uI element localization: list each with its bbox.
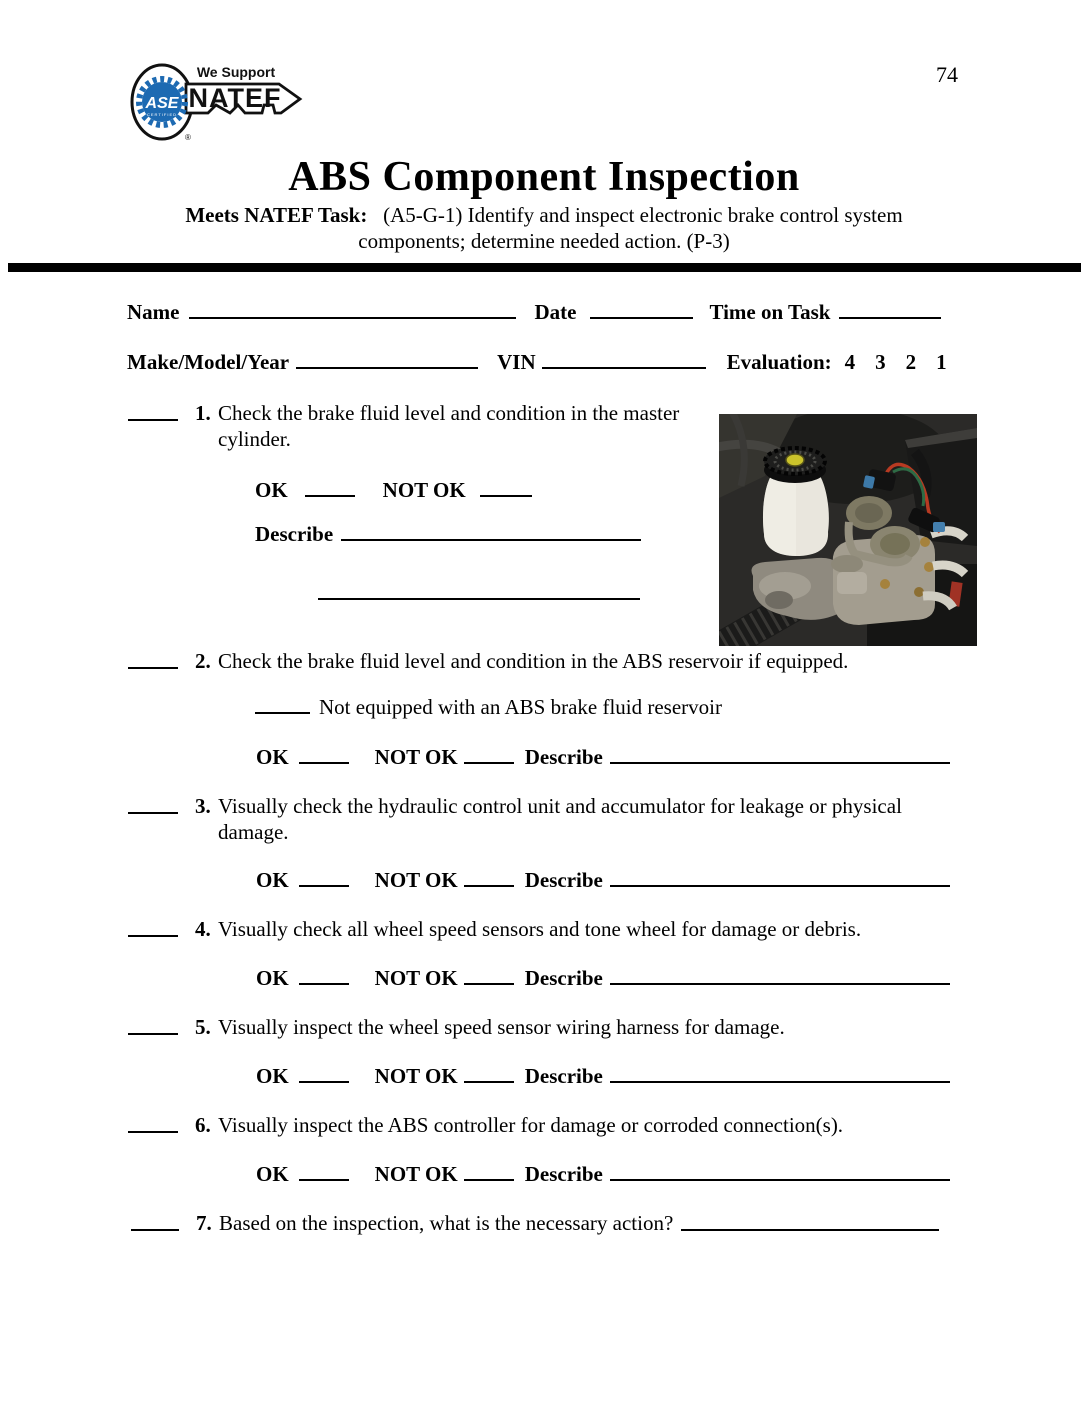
task-7-number: 7.: [196, 1211, 212, 1235]
task-1-describe-line[interactable]: [341, 523, 641, 541]
ase-certified-text: CERTIFIED: [146, 112, 178, 117]
describe-label: Describe: [524, 1064, 603, 1088]
cap-warning-label: [786, 454, 804, 466]
vin-input-line[interactable]: [542, 351, 706, 369]
task-7-text: Based on the inspection, what is the necessary action?: [219, 1211, 674, 1235]
task-line-1: [0, 203, 1088, 228]
task-label: Meets NATEF Task:: [185, 203, 368, 227]
make-model-year-label: Make/Model/Year: [127, 350, 290, 374]
ok-label: OK: [256, 966, 289, 990]
task-7-status-blank[interactable]: [131, 1212, 179, 1231]
describe-label: Describe: [524, 745, 603, 769]
task-2-text: Check the brake fluid level and condition in the ABS reservoir if equipped.: [218, 649, 849, 673]
task-2-option-row: [255, 695, 722, 720]
name-input-line[interactable]: [189, 301, 516, 319]
task-6-status-blank[interactable]: [128, 1114, 178, 1133]
ok-label: OK: [256, 1064, 289, 1088]
task-2-not-ok-blank[interactable]: [464, 746, 514, 764]
task-4-describe-line[interactable]: [610, 967, 950, 985]
task-2-number: 2.: [195, 649, 211, 673]
page-title: ABS Component Inspection: [288, 154, 800, 200]
task-6-ok-blank[interactable]: [299, 1163, 349, 1181]
task-4-ok-row: [256, 966, 950, 991]
task-3-describe-line[interactable]: [610, 869, 950, 887]
task-item-7: [131, 1210, 939, 1236]
eval-score-4[interactable]: 4: [844, 350, 856, 374]
task-3-status-blank[interactable]: [128, 795, 178, 814]
info-row-1: [127, 300, 941, 325]
task-6-not-ok-blank[interactable]: [464, 1163, 514, 1181]
task-1-number: 1.: [195, 401, 211, 425]
engine-photo: [719, 414, 977, 646]
task-item-6: [128, 1112, 978, 1138]
task-6-text: Visually inspect the ABS controller for damage or corroded connection(s).: [218, 1113, 844, 1137]
name-label: Name: [127, 300, 180, 324]
date-input-line[interactable]: [590, 301, 693, 319]
task-2-ok-row: [256, 745, 950, 770]
task-5-status-blank[interactable]: [128, 1016, 178, 1035]
describe-label: Describe: [524, 966, 603, 990]
task-3-not-ok-blank[interactable]: [464, 869, 514, 887]
task-7-answer-line[interactable]: [681, 1212, 939, 1231]
task-2-option-text: Not equipped with an ABS brake fluid reservoir: [319, 695, 722, 719]
task-4-number: 4.: [195, 917, 211, 941]
task-4-text: Visually check all wheel speed sensors and tone wheel for damage or debris.: [218, 917, 862, 941]
task-1-describe-line-2[interactable]: [318, 578, 640, 600]
task-5-ok-blank[interactable]: [299, 1065, 349, 1083]
not-ok-label: NOT OK: [374, 1162, 458, 1186]
vin-label: VIN: [497, 350, 536, 374]
task-6-number: 6.: [195, 1113, 211, 1137]
eval-score-1[interactable]: 1: [936, 350, 947, 374]
task-5-text: Visually inspect the wheel speed sensor wiring harness for damage.: [218, 1015, 785, 1039]
we-support-text: We Support: [196, 64, 276, 80]
task-2-describe-line[interactable]: [610, 746, 950, 764]
task-5-ok-row: [256, 1064, 950, 1089]
task-4-not-ok-blank[interactable]: [464, 967, 514, 985]
ok-label: OK: [256, 1162, 289, 1186]
ok-label: OK: [256, 745, 289, 769]
divider-bar: [8, 263, 1081, 272]
task-item-1: [128, 400, 703, 452]
not-ok-label: NOT OK: [374, 745, 458, 769]
task-item-5: [128, 1014, 978, 1040]
task-2-status-blank[interactable]: [128, 650, 178, 669]
evaluation-label: Evaluation:: [726, 350, 832, 374]
task-4-ok-blank[interactable]: [299, 967, 349, 985]
page-number: 74: [936, 62, 958, 87]
describe-label: Describe: [255, 522, 334, 546]
task-1-ok-row: [255, 478, 532, 503]
task-1-status-blank[interactable]: [128, 402, 178, 421]
task-3-ok-blank[interactable]: [299, 869, 349, 887]
time-on-task-input-line[interactable]: [839, 301, 941, 319]
task-3-text: Visually check the hydraulic control unit and accumulator for leakage or physical damage.: [218, 794, 902, 844]
registered-mark: ®: [185, 133, 191, 142]
task-6-ok-row: [256, 1162, 950, 1187]
task-1-describe-row: [255, 522, 641, 547]
task-1-ok-blank[interactable]: [305, 479, 355, 497]
task-item-3: [128, 793, 948, 845]
not-ok-label: NOT OK: [382, 478, 466, 502]
not-ok-label: NOT OK: [374, 868, 458, 892]
task-3-ok-row: [256, 868, 950, 893]
task-1-not-ok-blank[interactable]: [480, 479, 532, 497]
task-1-text: Check the brake fluid level and condition in the master cylinder.: [218, 401, 680, 451]
time-on-task-label: Time on Task: [709, 300, 831, 324]
task-5-describe-line[interactable]: [610, 1065, 950, 1083]
eval-score-2[interactable]: 2: [905, 350, 917, 374]
task-2-ok-blank[interactable]: [299, 746, 349, 764]
task-6-describe-line[interactable]: [610, 1163, 950, 1181]
task-line-2: components; determine needed action. (P-3): [358, 229, 730, 253]
describe-label: Describe: [524, 1162, 603, 1186]
task-4-status-blank[interactable]: [128, 918, 178, 937]
eval-score-3[interactable]: 3: [875, 350, 886, 374]
task-5-number: 5.: [195, 1015, 211, 1039]
task-text-1: (A5-G-1) Identify and inspect electronic brake control system: [383, 203, 903, 227]
task-2-option-blank[interactable]: [255, 696, 310, 714]
task-3-number: 3.: [195, 794, 211, 818]
make-model-year-input-line[interactable]: [296, 351, 478, 369]
ok-label: OK: [256, 868, 289, 892]
date-label: Date: [534, 300, 577, 324]
describe-label: Describe: [524, 868, 603, 892]
info-row-2: [127, 350, 947, 375]
ase-logo-text: ASE: [145, 95, 179, 112]
natef-logo: [128, 54, 308, 144]
not-ok-label: NOT OK: [374, 1064, 458, 1088]
ok-label: OK: [255, 478, 288, 502]
task-5-not-ok-blank[interactable]: [464, 1065, 514, 1083]
not-ok-label: NOT OK: [374, 966, 458, 990]
task-item-4: [128, 916, 978, 942]
natef-wordmark: NATEF: [188, 83, 282, 113]
task-item-2: [128, 648, 978, 674]
